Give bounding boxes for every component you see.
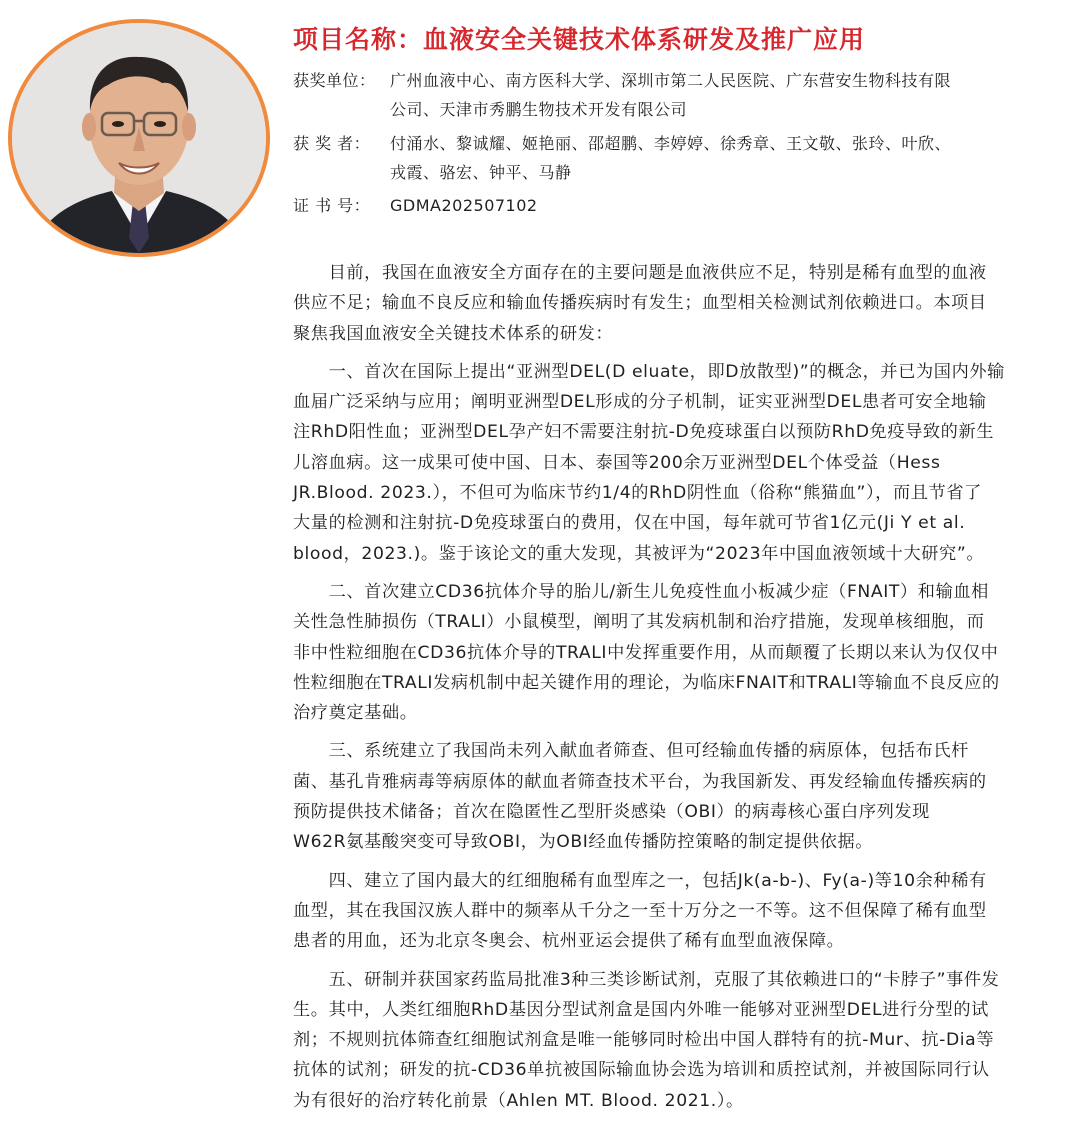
award-unit-label: 获奖单位： — [293, 71, 376, 90]
award-unit-line-2: 公司、天津市秀鹏生物技术开发有限公司 — [390, 100, 688, 119]
text-line: 二、首次建立CD36抗体介导的胎儿/新生儿免疫性血小板减少症（FNAIT）和输血相 — [293, 581, 989, 602]
text-line: 四、建立了国内最大的红细胞稀有血型库之一，包括Jk(a-b-)、Fy(a-)等10余种稀有 — [293, 870, 987, 891]
text-line: 三、系统建立了我国尚未列入献血者筛查、但可经输血传播的病原体，包括布氏杆 — [293, 741, 969, 762]
award-unit-line-1: 广州血液中心、南方医科大学、深圳市第二人民医院、广东营安生物科技有限 — [390, 71, 952, 90]
project-title: 项目名称：血液安全关键技术体系研发及推广应用 — [293, 25, 866, 54]
paragraph-1 — [293, 357, 1061, 569]
text-line: 抗体的试剂；研发的抗-CD36单抗被国际输血协会选为培训和质控试剂，并被国际同行认 — [293, 1060, 990, 1081]
text-line: 聚焦我国血液安全关键技术体系的研发： — [293, 323, 614, 344]
text-line: 患者的用血，还为北京冬奥会、杭州亚运会提供了稀有血型血液保障。 — [293, 931, 845, 952]
paragraph-4 — [293, 866, 1061, 957]
certificate-number: GDMA202507102 — [390, 196, 538, 215]
text-line: 供应不足；输血不良反应和输血传播疾病时有发生；血型相关检测试剂依赖进口。本项目 — [293, 293, 987, 314]
person-portrait-icon — [12, 23, 266, 253]
text-line: 生。其中，人类红细胞RhD基因分型试剂盒是国内外唯一能够对亚洲型DEL进行分型的试 — [293, 999, 989, 1020]
awardees-line-2: 戎霞、骆宏、钟平、马静 — [390, 163, 572, 182]
text-line: 剂；不规则抗体筛查红细胞试剂盒是唯一能够同时检出中国人群特有的抗-Mur、抗-Dia等 — [293, 1030, 995, 1051]
certificate-label: 证 书 号： — [293, 196, 371, 215]
text-line: 目前，我国在血液安全方面存在的主要问题是血液供应不足，特别是稀有血型的血液 — [293, 263, 987, 283]
text-line: W62R氨基酸突变可导致OBI，为OBI经血传播防控策略的制定提供依据。 — [293, 832, 874, 853]
awardees-line-1: 付涌水、黎诚耀、姬艳丽、邵超鹏、李婷婷、徐秀章、王文敬、张玲、叶欣、 — [390, 134, 952, 153]
paragraph-intro — [293, 258, 1061, 349]
text-line: 为有很好的治疗转化前景（Ahlen MT. Blood. 2021.）。 — [293, 1090, 744, 1111]
text-line: 血届广泛采纳与应用；阐明亚洲型DEL形成的分子机制，证实亚洲型DEL患者可安全地输 — [293, 392, 987, 413]
text-line: 大量的检测和注射抗-D免疫球蛋白的费用，仅在中国，每年就可节省1亿元(Ji Y et al. — [293, 513, 966, 534]
text-line: JR.Blood. 2023.），不但可为临床节约1/4的RhD阴性血（俗称“熊猫血”），而且节省了 — [293, 483, 982, 504]
paragraph-3 — [293, 736, 1061, 857]
text-line: 一、首次在国际上提出“亚洲型DEL(D eluate，即D放散型)”的概念，并已为国内外输 — [293, 361, 1005, 382]
text-line: 儿溶血病。这一成果可使中国、日本、泰国等200余万亚洲型DEL个体受益（Hess — [293, 452, 941, 473]
text-line: 关性急性肺损伤（TRALI）小鼠模型，阐明了其发病机制和治疗措施，发现单核细胞，而 — [293, 612, 985, 633]
portrait-photo — [8, 19, 270, 257]
awardees-label: 获 奖 者： — [293, 134, 371, 153]
paragraph-5 — [293, 965, 1061, 1116]
project-description — [293, 258, 1061, 1124]
text-line: 血型，其在我国汉族人群中的频率从千分之一至十万分之一不等。这不但保障了稀有血型 — [293, 900, 987, 921]
text-line: 注RhD阳性血；亚洲型DEL孕产妇不需要注射抗-D免疫球蛋白以预防RhD免疫导致的新生 — [293, 422, 995, 443]
paragraph-2 — [293, 577, 1061, 728]
text-line: 五、研制并获国家药监局批准3种三类诊断试剂，克服了其依赖进口的“卡脖子”事件发 — [293, 969, 1000, 990]
text-line: 治疗奠定基础。 — [293, 703, 418, 724]
text-line: 预防提供技术储备；首次在隐匿性乙型肝炎感染（OBI）的病毒核心蛋白序列发现 — [293, 802, 930, 823]
text-line: blood，2023.)。鉴于该论文的重大发现，其被评为“2023年中国血液领域十大研究”。 — [293, 543, 985, 564]
text-line: 菌、基孔肯雅病毒等病原体的献血者筛查技术平台，为我国新发、再发经输血传播疾病的 — [293, 771, 987, 792]
text-line: 非中性粒细胞在CD36抗体介导的TRALI中发挥重要作用，从而颠覆了长期以来认为仅仅中 — [293, 642, 999, 663]
text-line: 性粒细胞在TRALI发病机制中起关键作用的理论，为临床FNAIT和TRALI等输血不良反应的 — [293, 672, 1000, 693]
